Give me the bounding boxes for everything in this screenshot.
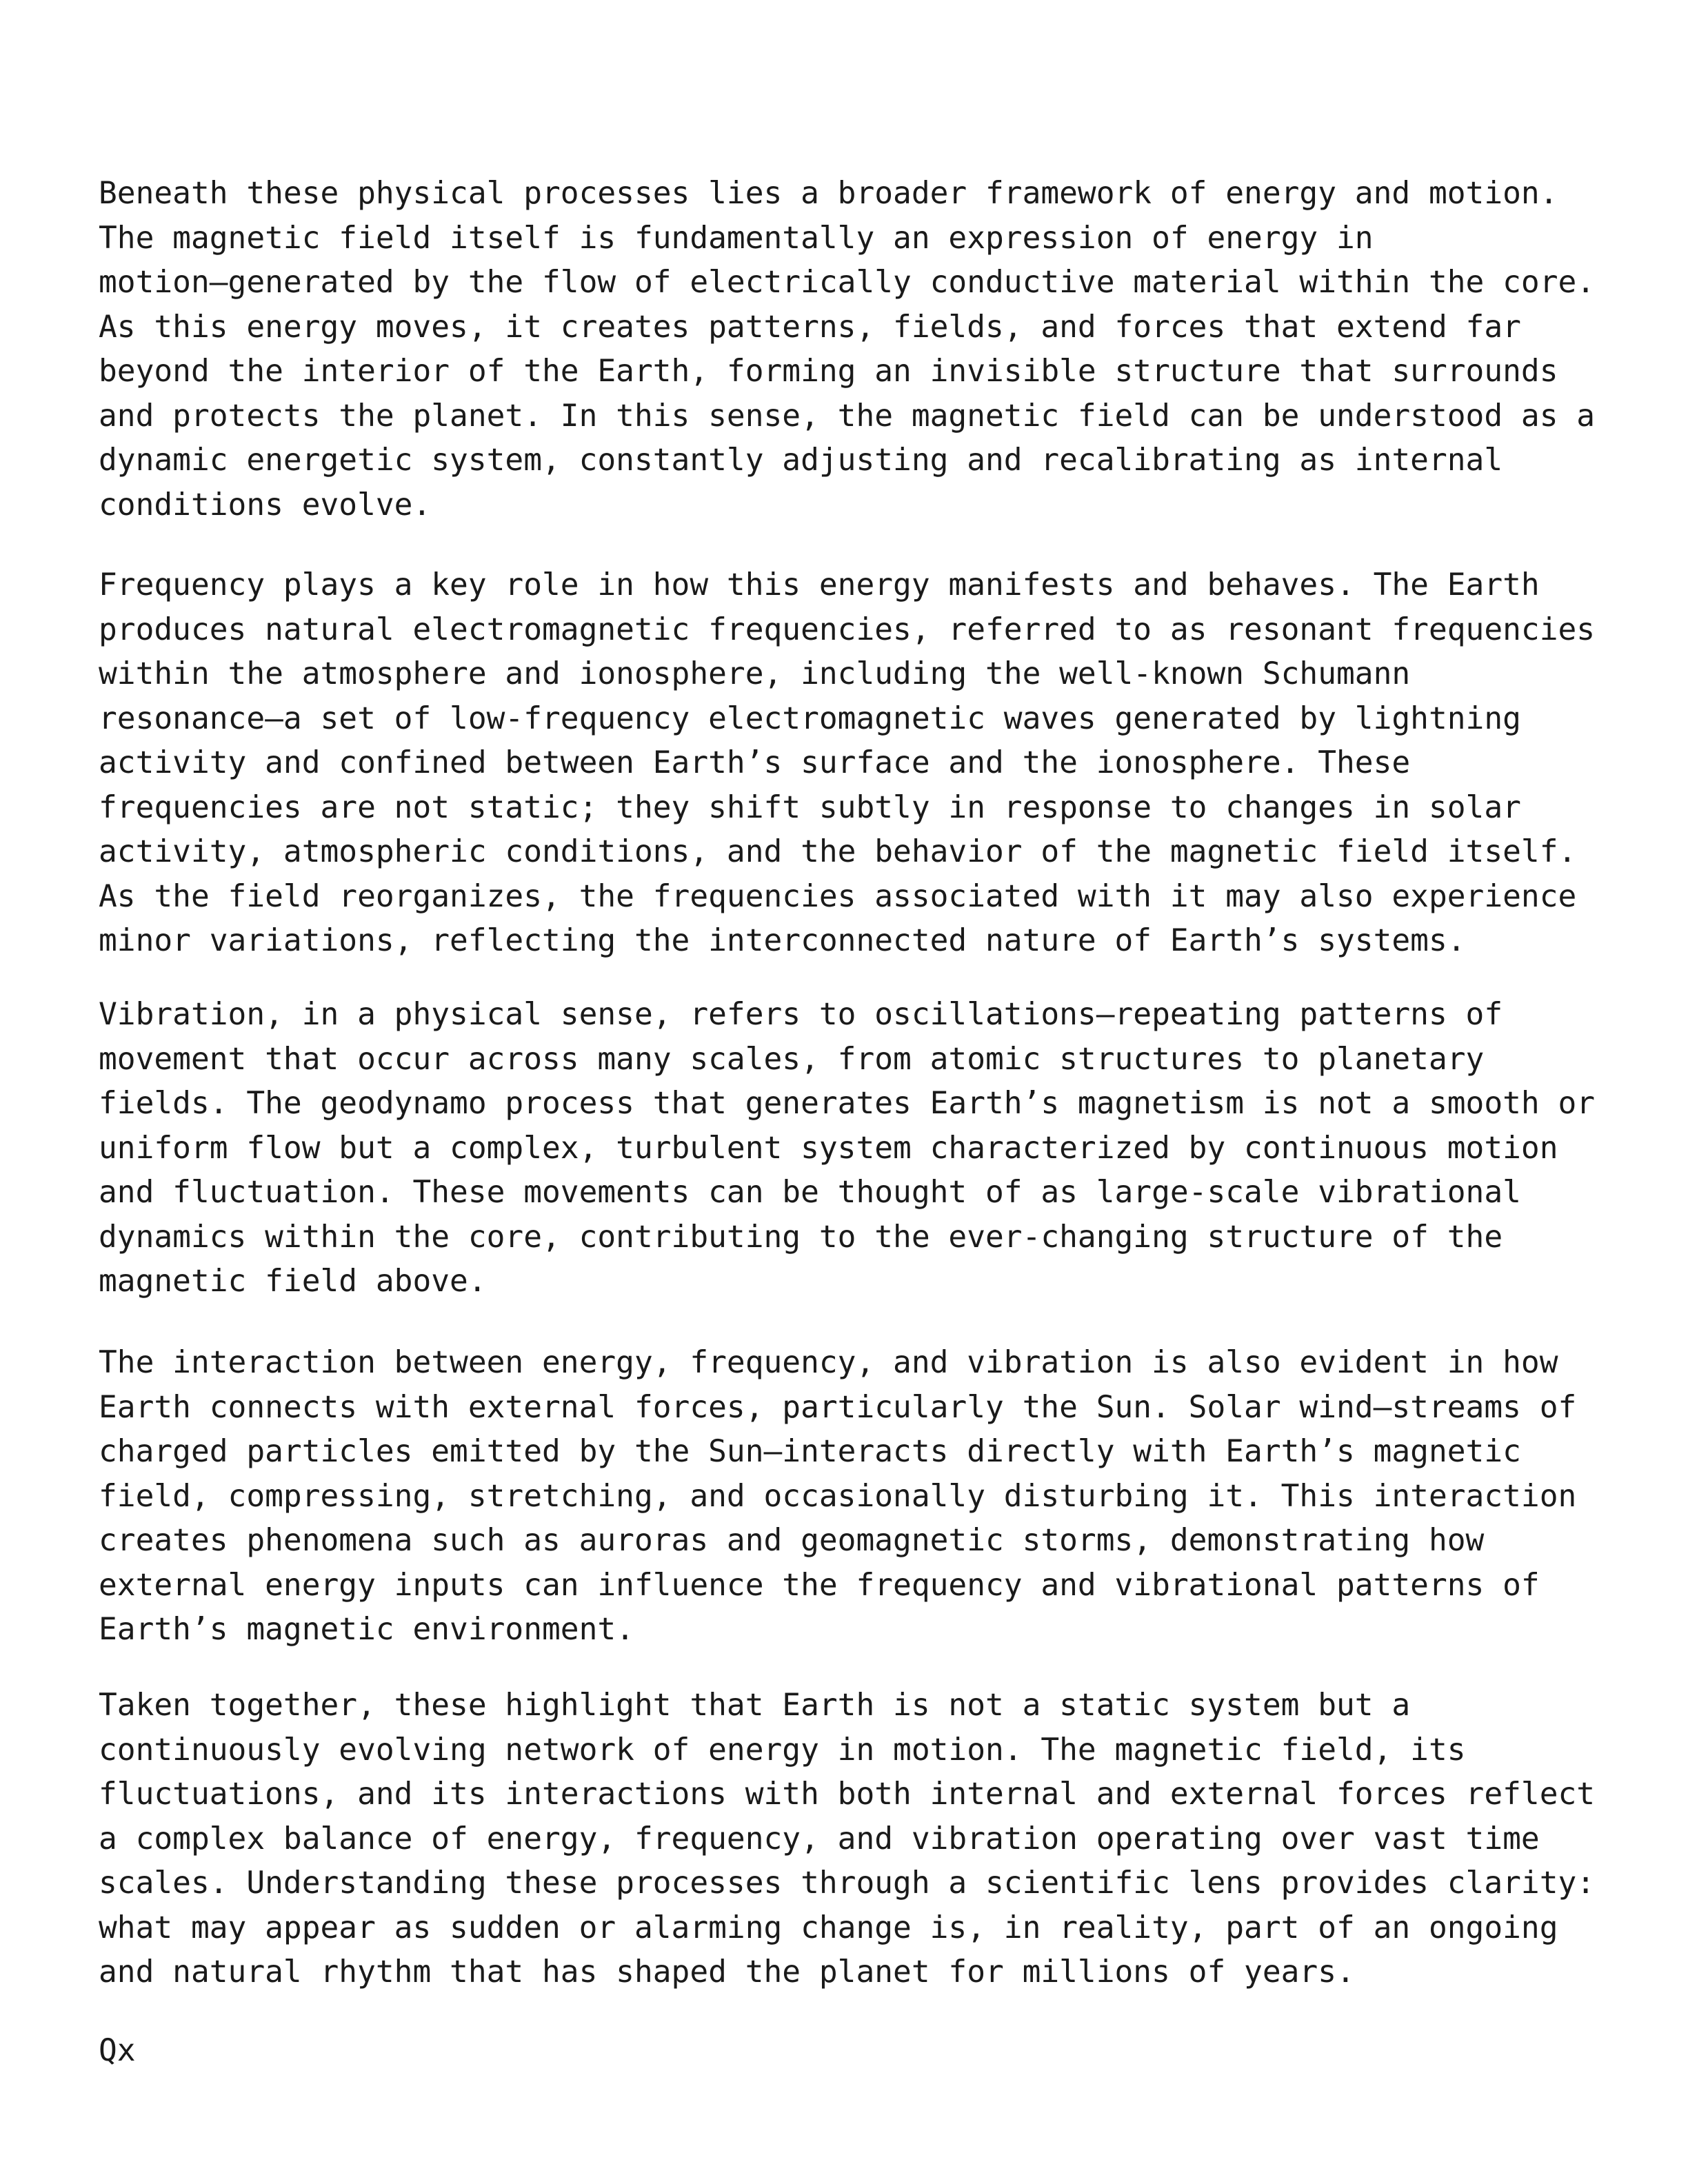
paragraph-line: within the atmosphere and ionosphere, including the well-known Schumann <box>99 656 1411 691</box>
paragraph-line: external energy inputs can influence the frequency and vibrational patterns of <box>99 1567 1540 1603</box>
paragraph-line: Earth’s magnetic environment. <box>99 1612 634 1647</box>
paragraph-line: frequencies are not static; they shift subtly in response to changes in solar <box>99 789 1521 825</box>
paragraph-line: and protects the planet. In this sense, the magnetic field can be understood as a <box>99 398 1596 434</box>
paragraph-line: what may appear as sudden or alarming change is, in reality, part of an ongoing <box>99 1910 1558 1945</box>
paragraph-line: Frequency plays a key role in how this energy manifests and behaves. The Earth <box>99 567 1540 603</box>
paragraph-line: movement that occur across many scales, from atomic structures to planetary <box>99 1041 1485 1077</box>
paragraph-line: The magnetic field itself is fundamentally an expression of energy in <box>99 220 1374 256</box>
paragraph-line: motion—generated by the flow of electrically conductive material within the core. <box>99 265 1596 300</box>
paragraph-line: and fluctuation. These movements can be thought of as large-scale vibrational <box>99 1175 1521 1210</box>
paragraph-line: Taken together, these highlight that Earth is not a static system but a <box>99 1688 1411 1723</box>
paragraph-line: The interaction between energy, frequency, and vibration is also evident in how <box>99 1345 1558 1380</box>
paragraph-vibration <box>99 993 1616 1304</box>
paragraph-line: dynamic energetic system, constantly adjusting and recalibrating as internal <box>99 443 1503 478</box>
paragraph-line: scales. Understanding these processes through a scientific lens provides clarity: <box>99 1866 1596 1901</box>
paragraph-line: resonance—a set of low-frequency electromagnetic waves generated by lightning <box>99 700 1521 736</box>
paragraph-energy-motion <box>99 172 1616 527</box>
paragraph-line: creates phenomena such as auroras and geomagnetic storms, demonstrating how <box>99 1523 1485 1558</box>
paragraph-line: minor variations, reflecting the interconnected nature of Earth’s systems. <box>99 923 1466 958</box>
paragraph-line: Earth connects with external forces, particularly the Sun. Solar wind—streams of <box>99 1389 1577 1425</box>
paragraph-line: conditions evolve. <box>99 487 432 523</box>
paragraph-line: beyond the interior of the Earth, forming an invisible structure that surrounds <box>99 354 1558 389</box>
paragraph-external-forces <box>99 1341 1616 1652</box>
paragraph-line: Vibration, in a physical sense, refers to oscillations—repeating patterns of <box>99 997 1503 1032</box>
paragraph-line: field, compressing, stretching, and occasionally disturbing it. This interaction <box>99 1478 1577 1514</box>
paragraph-line: fields. The geodynamo process that generates Earth’s magnetism is not a smooth or <box>99 1086 1596 1121</box>
paragraph-line: uniform flow but a complex, turbulent system characterized by continuous motion <box>99 1130 1558 1166</box>
paragraph-line: dynamics within the core, contributing to the ever-changing structure of the <box>99 1219 1503 1255</box>
paragraph-line: continuously evolving network of energy in motion. The magnetic field, its <box>99 1732 1466 1768</box>
paragraph-frequency <box>99 563 1616 964</box>
paragraph-line: produces natural electromagnetic frequencies, referred to as resonant frequencies <box>99 611 1596 647</box>
paragraph-line: magnetic field above. <box>99 1264 487 1299</box>
signature-text: Qx <box>99 2033 136 2068</box>
paragraph-line: As the field reorganizes, the frequencies associated with it may also experience <box>99 878 1577 914</box>
paragraph-line: fluctuations, and its interactions with both internal and external forces reflect <box>99 1777 1596 1812</box>
paragraph-conclusion <box>99 1684 1616 1995</box>
paragraph-line: As this energy moves, it creates patterns, fields, and forces that extend far <box>99 309 1521 345</box>
paragraph-line: Beneath these physical processes lies a broader framework of energy and motion. <box>99 176 1558 211</box>
paragraph-line: and natural rhythm that has shaped the planet for millions of years. <box>99 1954 1355 1990</box>
paragraph-line: charged particles emitted by the Sun—interacts directly with Earth’s magnetic <box>99 1434 1521 1469</box>
paragraph-line: activity, atmospheric conditions, and the behavior of the magnetic field itself. <box>99 834 1577 869</box>
paragraph-line: a complex balance of energy, frequency, and vibration operating over vast time <box>99 1821 1540 1857</box>
paragraph-line: activity and confined between Earth’s surface and the ionosphere. These <box>99 745 1411 780</box>
signature <box>99 2029 1616 2074</box>
